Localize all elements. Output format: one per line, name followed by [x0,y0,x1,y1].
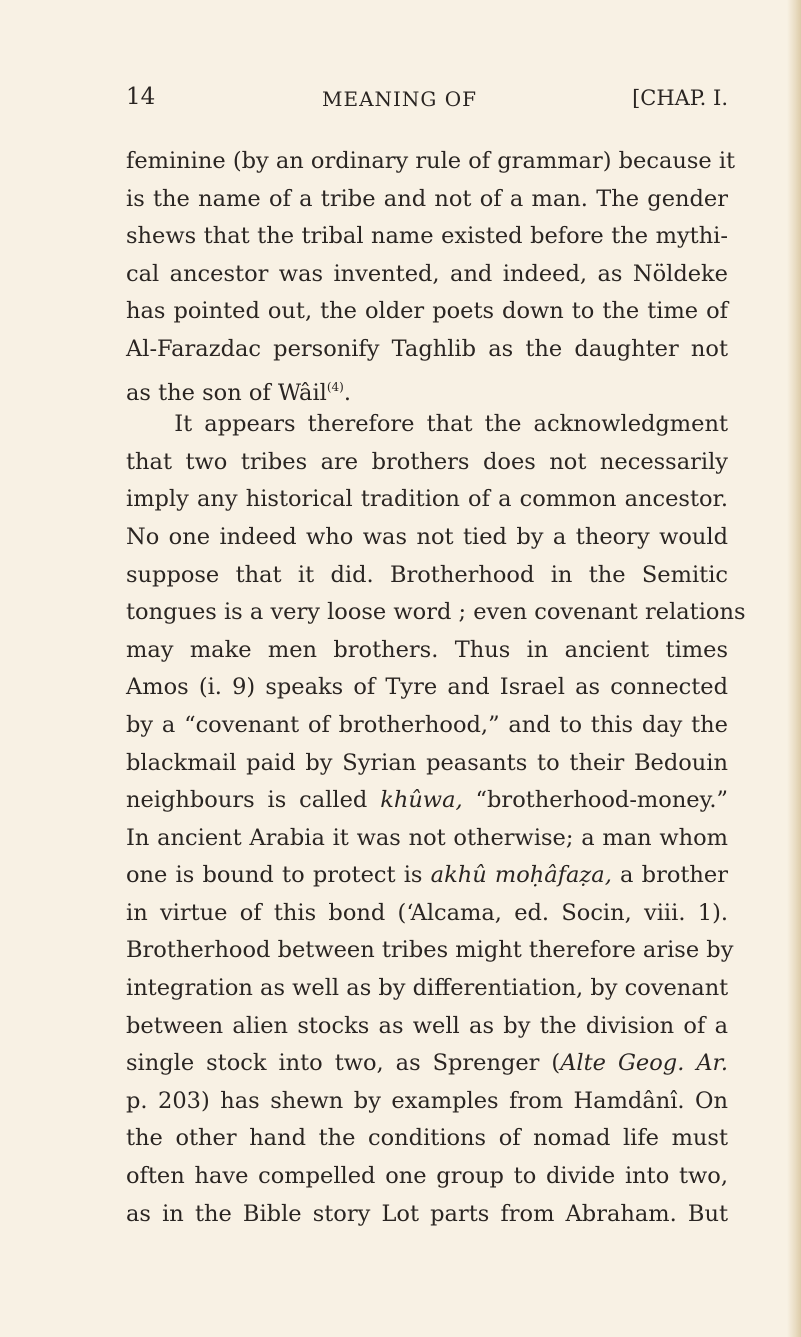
page-edge-shadow [787,0,801,1337]
text-segment: cal ancestor was invented, and indeed, as Nöldeke [126,260,728,287]
page-number: 14 [126,84,156,110]
text-line [126,444,728,482]
text-line [126,143,736,181]
text-line [126,1083,728,1121]
text-segment: Amos (i. 9) speaks of Tyre and Israel as connected [126,674,728,701]
text-segment: suppose that it did. Brotherhood in the Semitic [126,561,728,588]
text-segment: a brother [611,862,728,889]
text-segment: p. 203) has shewn by examples from Hamdânî. On [126,1087,728,1114]
text-segment: It appears therefore that the acknowledgment [126,411,728,438]
text-segment: single stock into two, as Sprenger ( [126,1050,561,1077]
text-segment: “brotherhood-money.” [462,787,728,814]
text-segment: that two tribes are brothers does not necessarily [126,448,728,475]
text-segment: has pointed out, the older poets down to the time of [126,298,728,325]
text-segment: blackmail paid by Syrian peasants to their Bedouin [126,749,728,776]
text-line [126,970,728,1008]
text-line [126,293,728,331]
text-segment: between alien stocks as well as by the division of a [126,1012,728,1039]
text-line [126,406,728,444]
text-line [126,820,728,858]
body-text [126,143,746,1233]
text-segment: In ancient Arabia it was not otherwise; a man whom [126,824,728,851]
text-segment: shews that the tribal name existed before the mythi- [126,223,728,250]
text-segment: Al-Farazdac personify Taghlib as the daughter not [126,335,728,362]
text-segment: as the son of Wâil [126,379,327,406]
text-segment: tongues is a very loose word ; even covenant relations [126,599,746,626]
text-line [126,1196,728,1234]
text-line [126,1008,728,1046]
chapter-label: [CHAP. I. [632,86,728,110]
text-segment: . [343,379,352,406]
text-segment: imply any historical tradition of a common ancestor. [126,486,728,513]
text-segment: integration as well as by differentiation, by covenant [126,975,729,1002]
text-line [126,932,734,970]
footnote-ref: (4) [326,379,344,394]
italic-term: akhû moḥâfaẓa, [430,862,612,889]
text-line [126,895,728,933]
text-line [126,1158,728,1196]
text-line [126,1045,728,1083]
text-segment: neighbours is called [126,787,381,814]
text-line [126,707,728,745]
text-line [126,256,728,294]
text-line [126,181,728,219]
text-line [126,369,728,407]
text-segment: Brotherhood between tribes might therefore arise by [126,937,734,964]
text-line [126,857,728,895]
italic-term: Alte Geog. Ar. [560,1050,728,1077]
text-line [126,632,728,670]
text-line [126,481,728,519]
text-line [126,1120,728,1158]
text-line [126,218,728,256]
text-line [126,594,746,632]
text-segment: may make men brothers. Thus in ancient times [126,636,728,663]
text-segment: in virtue of this bond (‘Alcama, ed. Socin, viii. 1). [126,899,728,926]
text-segment: is the name of a tribe and not of a man. The gender [126,185,728,212]
text-line [126,331,728,369]
text-segment: by a “covenant of brotherhood,” and to this day the [126,711,728,738]
text-segment: the other hand the conditions of nomad life must [126,1125,728,1152]
text-segment: as in the Bible story Lot parts from Abraham. But [126,1200,728,1227]
text-line [126,557,728,595]
running-header [126,84,728,118]
running-title: MEANING OF [322,87,478,111]
text-line [126,782,728,820]
italic-term: khûwa, [380,787,463,814]
text-line [126,745,728,783]
text-segment: No one indeed who was not tied by a theory would [126,523,728,550]
text-segment: often have compelled one group to divide into two, [126,1163,728,1190]
text-segment: one is bound to protect is [126,862,431,889]
text-line [126,519,728,557]
text-segment: feminine (by an ordinary rule of grammar) because it [126,148,736,174]
text-line [126,669,728,707]
